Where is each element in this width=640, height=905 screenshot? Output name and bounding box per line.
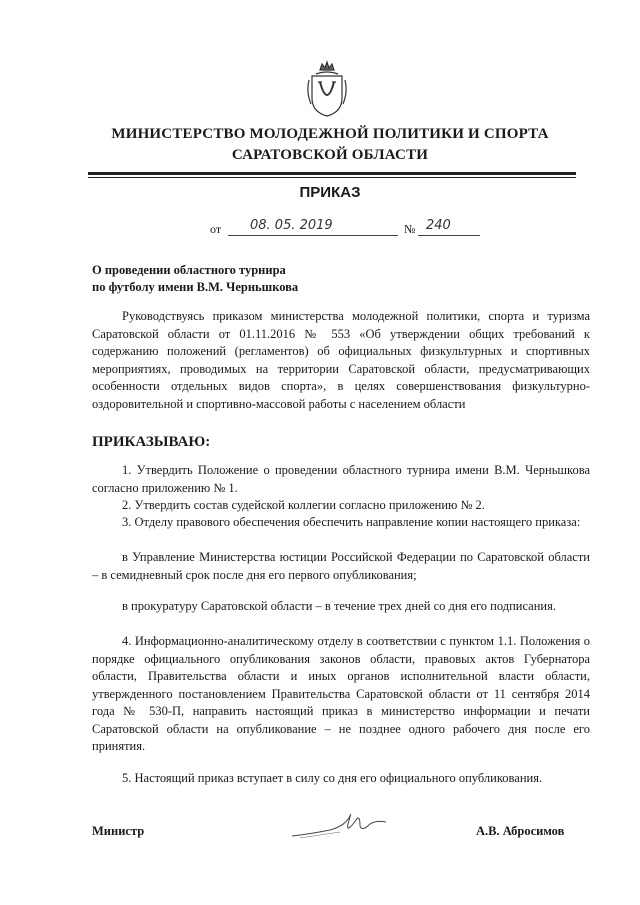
- order-item-3-subitem-1: в Управление Министерства юстиции Российской Федерации по Саратовской области – в семидневный срок после дня его первого опубликования;: [92, 550, 590, 582]
- order-item-1: 1. Утвердить Положение о проведении областного турнира имени В.М. Черньшкова согласно приложению № 1.: [92, 463, 590, 495]
- order-item-4: 4. Информационно-аналитическому отделу в соответствии с пунктом 1.1. Положения о порядке официального опубликования законов области, правовых актов Губернатора области, Правительства области и иных органов исполнительной власти области, утвержденного постановлением Правительства Саратовской области от 11 сентября 2014 года № 530-П, направить настоящий приказ в министерство информации и печати Саратовской области на опубликование – не позднее одного рабочего дня после его принятия.: [92, 634, 590, 753]
- signatory-name: А.В. Абросимов: [476, 824, 565, 838]
- document-subject: [92, 262, 392, 296]
- subject-line-2: по футболу имени В.М. Черньшкова: [92, 280, 299, 294]
- preamble-paragraph: Руководствуясь приказом министерства молодежной политики, спорта и туризма Саратовской области от 01.11.2016 № 553 «Об утверждении общих требований к содержанию положений (регламентов) об официальных физкультурных и спортивных мероприятиях, проводимых на территории Саратовской области, предусматривающих особенности отдельных видов спорта», в целях совершенствования физкультурно-оздоровительной и спортивно-массовой работы с населением области: [92, 309, 590, 411]
- order-item-5: 5. Настоящий приказ вступает в силу со дня его официального опубликования.: [122, 771, 543, 785]
- subject-line-1: О проведении областного турнира: [92, 263, 286, 277]
- date-label: от: [210, 222, 222, 236]
- date-value: 08. 05. 2019: [250, 218, 333, 233]
- number-underline: [418, 235, 480, 236]
- date-underline: [228, 235, 398, 236]
- order-item-3: 3. Отделу правового обеспечения обеспечить направление копии настоящего приказа:: [122, 515, 581, 529]
- signatory-position: Министр: [92, 824, 145, 838]
- number-value: 240: [426, 218, 451, 233]
- ministry-name-line-2: САРАТОВСКОЙ ОБЛАСТИ: [231, 147, 429, 163]
- header-divider-thin: [88, 177, 576, 178]
- order-item-2: 2. Утвердить состав судейской коллегии согласно приложению № 2.: [122, 498, 485, 512]
- order-item-3-subitem-2: в прокуратуру Саратовской области – в течение трех дней со дня его подписания.: [122, 599, 556, 613]
- order-heading: ПРИКАЗЫВАЮ:: [92, 434, 211, 450]
- header-divider-thick: [88, 172, 576, 175]
- number-label: №: [404, 222, 416, 236]
- document-type-title: ПРИКАЗ: [299, 184, 361, 201]
- coat-of-arms-emblem: [306, 60, 348, 118]
- handwritten-signature: [290, 806, 390, 846]
- ministry-name-line-1: МИНИСТЕРСТВО МОЛОДЕЖНОЙ ПОЛИТИКИ И СПОРТА: [111, 126, 549, 142]
